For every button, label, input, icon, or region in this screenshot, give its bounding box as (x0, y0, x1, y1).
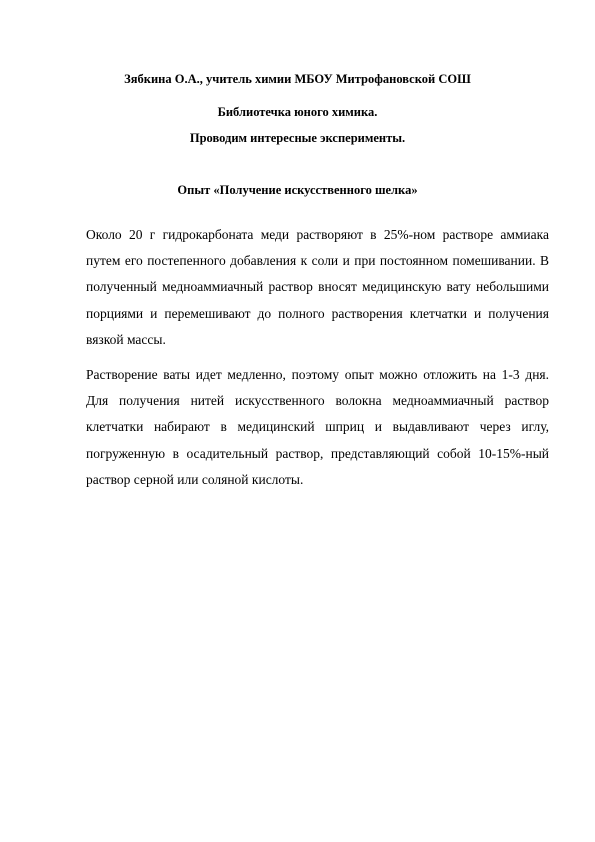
paragraph-2 (86, 362, 549, 493)
paragraph-line: Около 20 г гидрокарбоната меди растворяют в 25%-ном растворе аммиака (86, 227, 549, 242)
paragraph-line: порциями и перемешивают до полного растворения клетчатки и получения (86, 305, 549, 321)
paragraph-line: погруженную в осадительный раствор, представляющий собой 10-15%-ный (86, 445, 549, 461)
paragraph-line: путем его постепенного добавления к соли и при постоянном помешивании. В (86, 253, 549, 269)
paragraph-1 (86, 222, 549, 353)
series-title: Библиотечка юного химика. (217, 105, 378, 119)
paragraph-line: полученный медноаммиачный раствор вносят медицинскую вату небольшими (86, 279, 549, 295)
paragraph-line: вязкой массы. (86, 331, 166, 347)
paragraph-line: клетчатки набирают в медицинский шприц и выдавливают через иглу, (86, 419, 549, 435)
paragraph-line: Растворение ваты идет медленно, поэтому опыт можно отложить на 1-3 дня. (86, 367, 549, 382)
series-subtitle: Проводим интересные эксперименты. (189, 131, 406, 145)
author-line: Зябкина О.А., учитель химии МБОУ Митрофановской СОШ (124, 72, 471, 86)
experiment-title: Опыт «Получение искусственного шелка» (177, 183, 418, 197)
paragraph-line: Для получения нитей искусственного волокна медноаммиачный раствор (86, 393, 549, 409)
paragraph-line: раствор серной или соляной кислоты. (86, 471, 304, 487)
